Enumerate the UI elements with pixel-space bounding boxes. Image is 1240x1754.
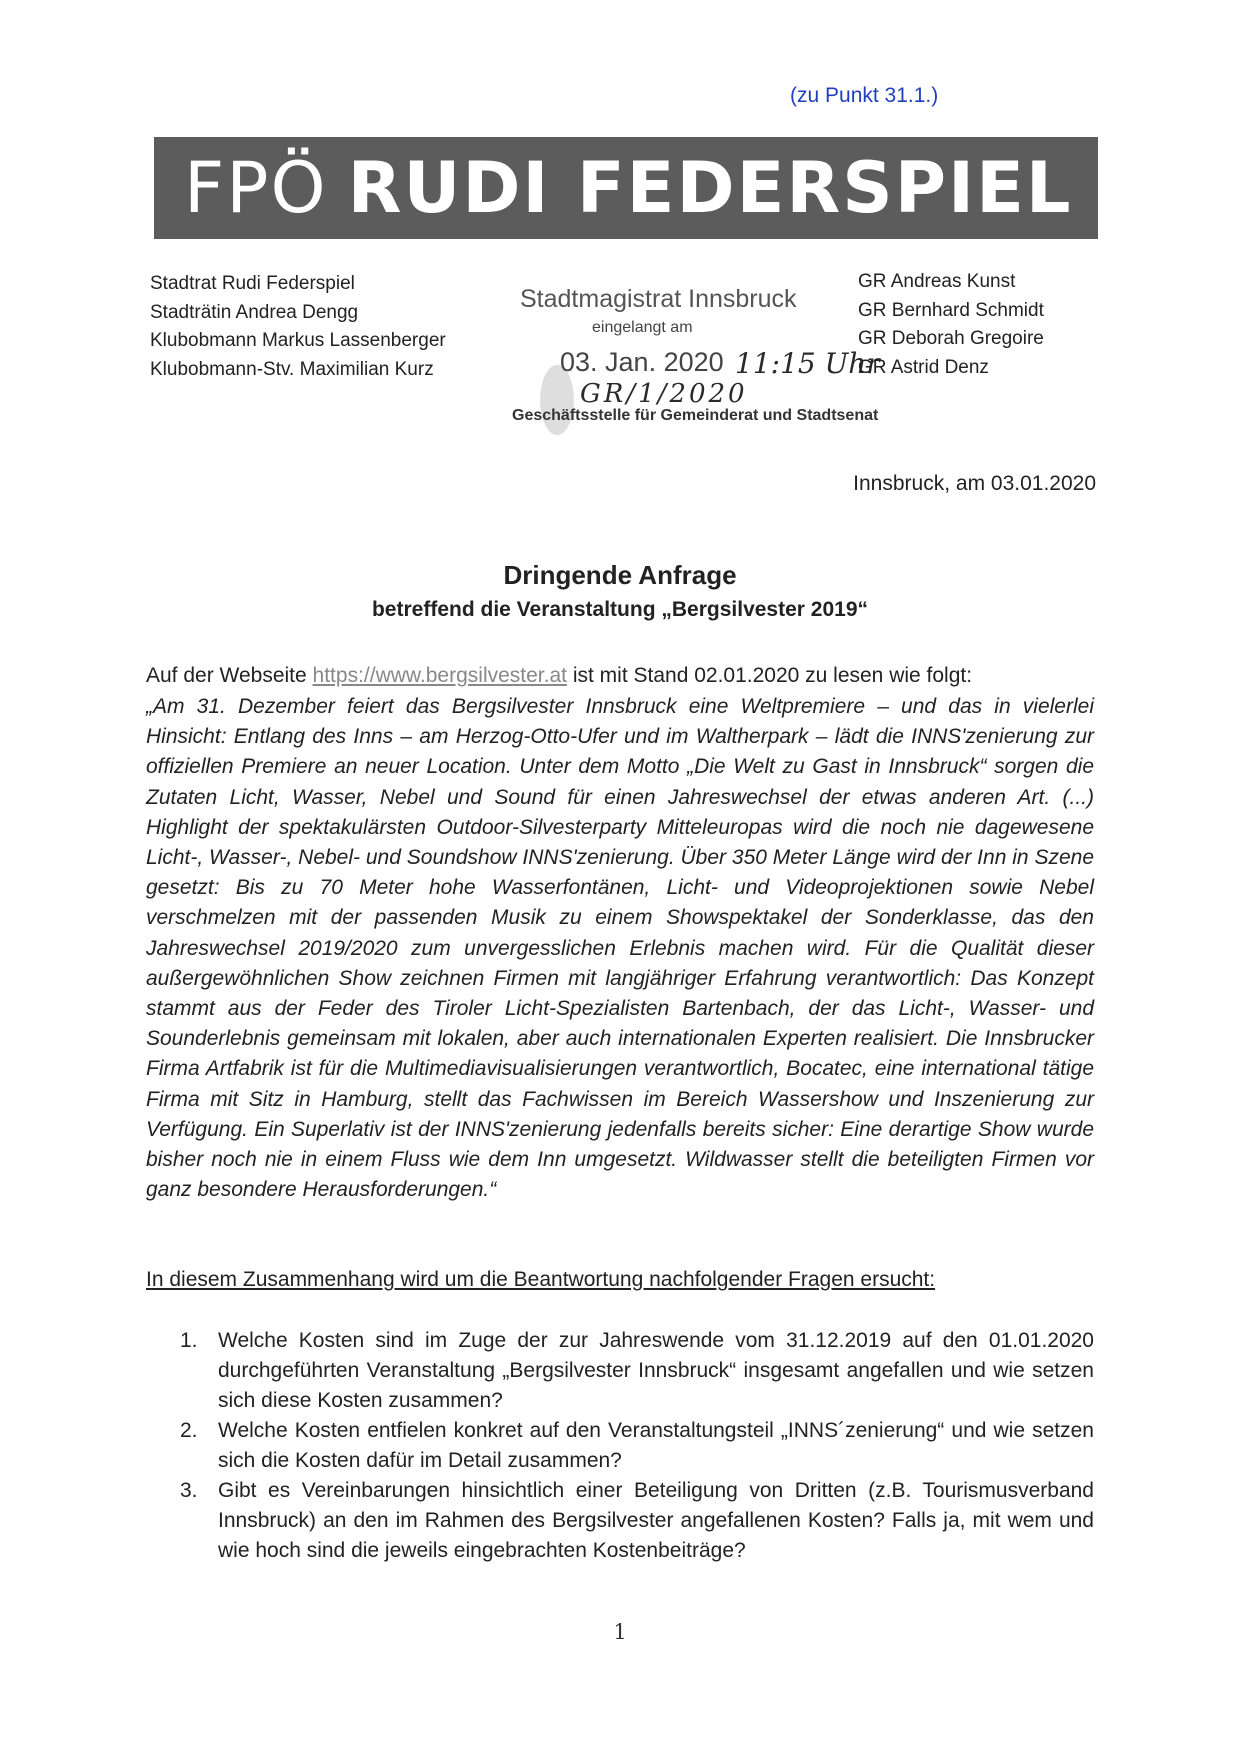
document-subtitle: betreffend die Veranstaltung „Bergsilvester 2019“ xyxy=(371,598,868,621)
place-date: Innsbruck, am 03.01.2020 xyxy=(853,472,1096,495)
senders-right xyxy=(858,268,1044,382)
council-member-name: GR Andreas Kunst xyxy=(858,271,1016,292)
questions-list xyxy=(180,1326,1094,1566)
letterhead-banner xyxy=(154,137,1098,239)
question-item xyxy=(180,1326,1094,1416)
sender-name: Stadtrat Rudi Federspiel xyxy=(150,273,355,294)
receipt-stamp xyxy=(500,285,880,445)
questions-heading: In diesem Zusammenhang wird um die Beantwortung nachfolgender Fragen ersucht: xyxy=(146,1268,936,1291)
document-title: Dringende Anfrage xyxy=(503,560,737,590)
quoted-website-text: „Am 31. Dezember feiert das Bergsilvester Innsbruck eine Weltpremiere – und das in vielerlei Hinsicht: Entlang des Inns – am Herzog-Otto-Ufer und im Waltherpark – lädt die INNS'zenierung zur offiziellen Premiere an neuer Location. Unter dem Motto „Die Welt zu Gast in Innsbruck“ sorgen die Zutaten Licht, Wasser, Nebel und Sound für einen Jahreswechsel der etwas anderen Art. (...) Highlight der spektakulärsten Outdoor-Silvesterparty Mitteleuropas wird die noch nie dagewesene Licht-, Wasser-, Nebel- und Soundshow INNS'zenierung. Über 350 Meter Länge wird der Inn in Szene gesetzt: Bis zu 70 Meter hohe Wasserfontänen, Licht- und Videoprojektionen sowie Nebel verschmelzen mit der passenden Musik zu einem Showspektakel der Sonderklasse, das den Jahreswechsel 2019/2020 zum unvergesslichen Erlebnis machen wird. Für die Qualität dieser außergewöhnlichen Show zeichnen Firmen mit langjähriger Erfahrung verantwortlich: Das Konzept stammt aus der Feder des Tiroler Licht-Spezialisten Bartenbach, der das Licht-, Wasser- und Sounderlebnis gemeinsam mit lokalen, aber auch internationalen Experten realisiert. Die Innsbrucker Firma Artfabrik ist für die Multimediavisualisierungen verantwortlich, Bocatec, eine international tätige Firma mit Sitz in Hamburg, stellt das Fachwissen im Bereich Wassershow und Inszenierung zur Verfügung. Ein Superlativ ist der INNS'zenierung jedenfalls bereits sicher: Eine derartige Show wurde bisher noch nie in einem Fluss wie dem Inn umgesetzt. Wildwasser stellt die beteiligten Firmen vor ganz besondere Herausforderungen.“ xyxy=(146,695,1094,1202)
agenda-reference: (zu Punkt 31.1.) xyxy=(790,84,939,107)
sender-name: Stadträtin Andrea Dengg xyxy=(150,301,359,323)
stamp-date: 03. Jan. 2020 xyxy=(560,347,724,377)
question-text: Welche Kosten sind im Zuge der zur Jahreswende vom 31.12.2019 auf den 01.01.2020 durchgeführten Veranstaltung „Bergsilvester Innsbruck“ insgesamt angefallen und wie setzen sich diese Kosten zusammen? xyxy=(218,1329,1094,1412)
banner-party: FPÖ xyxy=(184,147,328,229)
senders-left xyxy=(150,270,446,384)
question-text: Gibt es Vereinbarungen hinsichtlich einer Beteiligung von Dritten (z.B. Tourismusverband Innsbruck) an den im Rahmen des Bergsilvester angefallenen Kosten? Falls ja, mit wem und wie hoch sind die jeweils eingebrachten Kostenbeiträge? xyxy=(218,1479,1094,1562)
banner-name: RUDI FEDERSPIEL xyxy=(347,147,1073,229)
question-number: 1. xyxy=(180,1329,198,1352)
intro-paragraph xyxy=(146,664,972,688)
intro-text-before: Auf der Webseite xyxy=(146,664,313,687)
stamp-subtitle: eingelangt am xyxy=(592,319,693,336)
council-member-name: GR Bernhard Schmidt xyxy=(858,299,1044,321)
question-number: 2. xyxy=(180,1419,198,1442)
sender-name: Klubobmann Markus Lassenberger xyxy=(150,330,446,351)
stamp-title: Stadtmagistrat Innsbruck xyxy=(520,285,797,313)
stamp-footer: Geschäftsstelle für Gemeinderat und Stadtsenat xyxy=(512,407,879,424)
website-link[interactable]: https://www.bergsilvester.at xyxy=(312,664,567,687)
council-member-name: GR Astrid Denz xyxy=(858,356,989,378)
question-item xyxy=(180,1476,1094,1566)
stamp-handwritten-reference: GR/1/2020 xyxy=(580,379,748,409)
intro-text-after: ist mit Stand 02.01.2020 zu lesen wie folgt: xyxy=(567,664,973,687)
sender-name: Klubobmann-Stv. Maximilian Kurz xyxy=(150,358,434,380)
question-item xyxy=(180,1416,1094,1476)
page-number: 1 xyxy=(613,1620,627,1644)
question-text: Welche Kosten entfielen konkret auf den Veranstaltungsteil „INNS´zenierung“ und wie setzen sich die Kosten dafür im Detail zusammen? xyxy=(218,1419,1094,1472)
stamp-handwritten-time: 11:15 Uhr xyxy=(735,347,880,380)
question-number: 3. xyxy=(180,1479,198,1502)
council-member-name: GR Deborah Gregoire xyxy=(858,328,1044,349)
